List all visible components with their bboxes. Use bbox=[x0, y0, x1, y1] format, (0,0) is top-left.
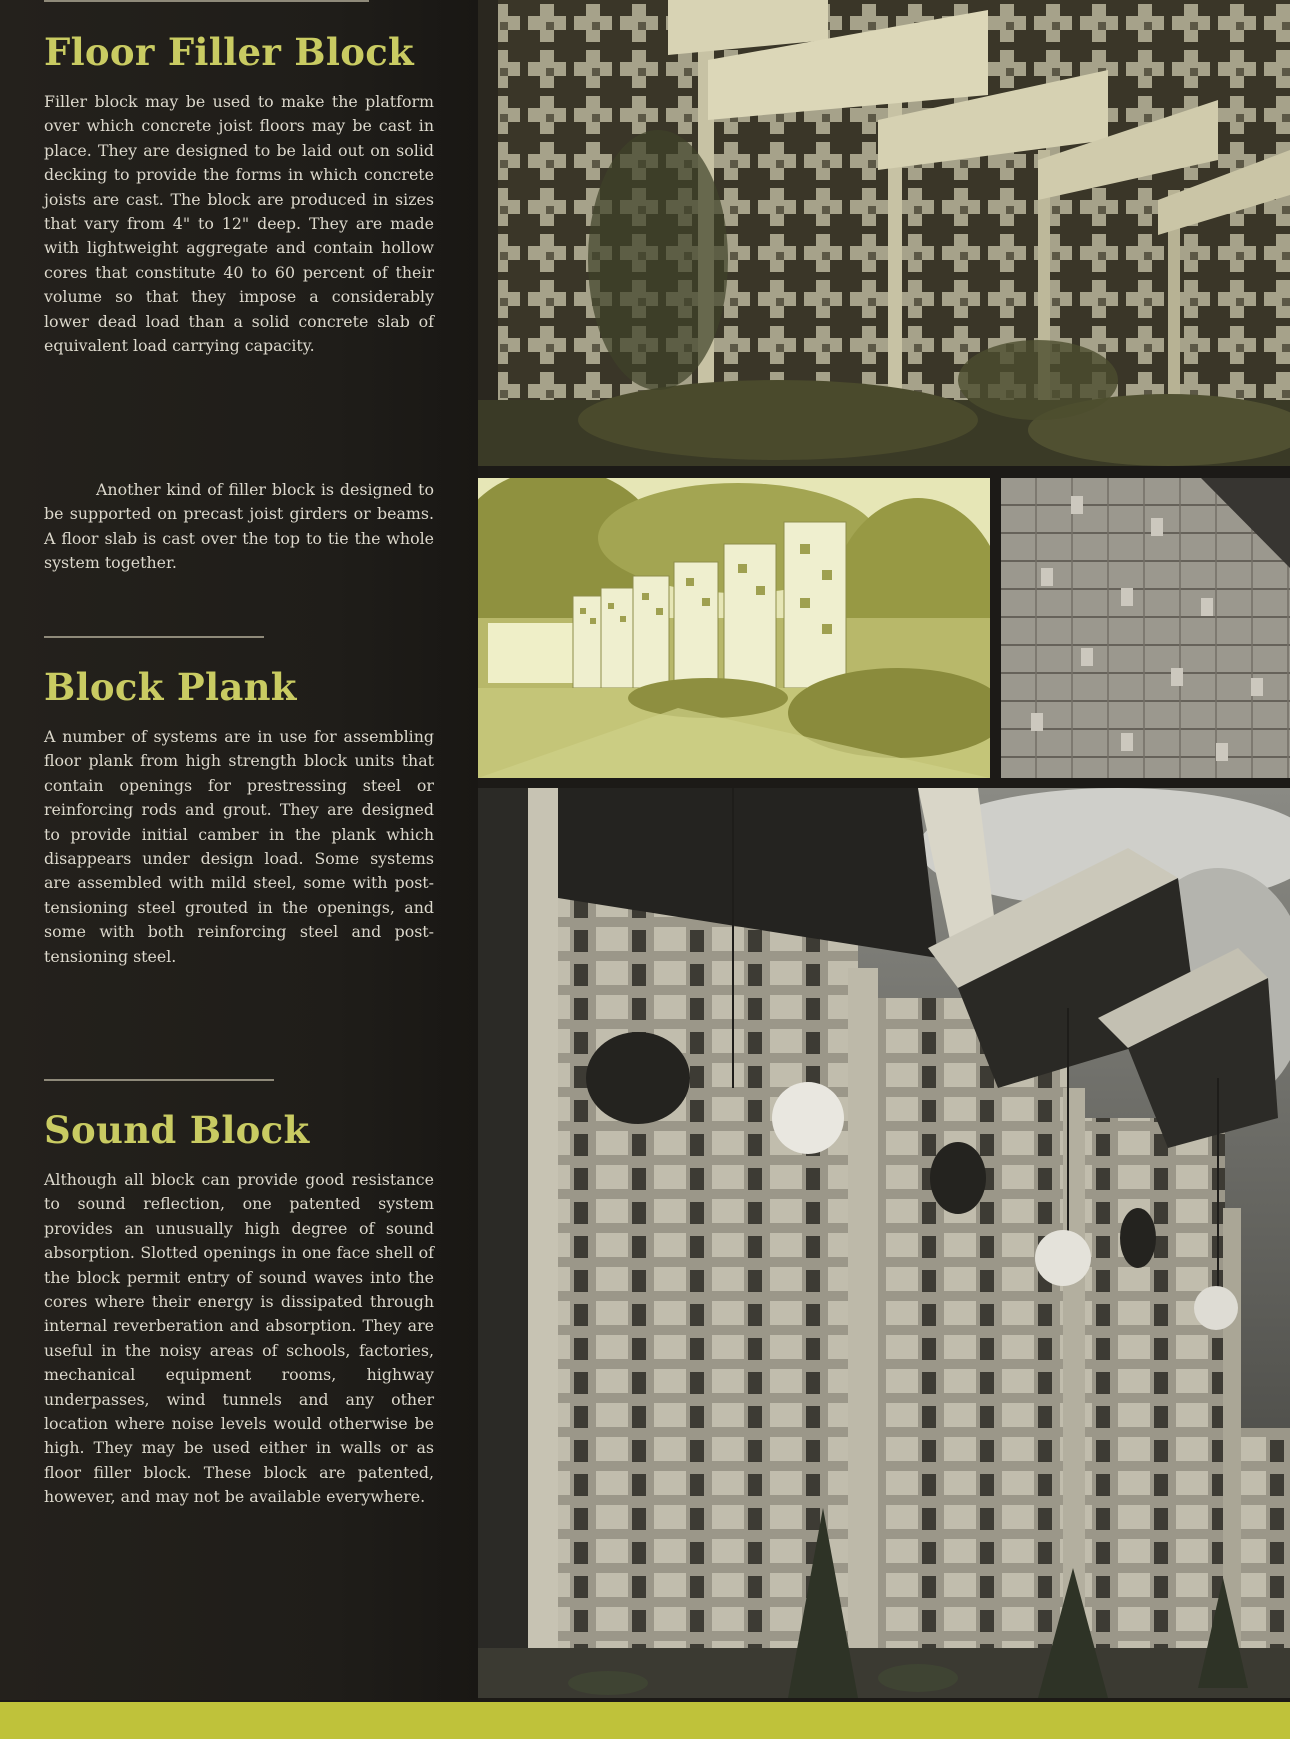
sound-block-paragraph: Although all block can provide good resistance to sound reflection, one patented system provides an unusually high degree of sound absorption. Slotted openings in one face shell of the block permit entry of sound waves into the cores where their energy is dissipated through internal reverberation and absorption. They are useful in the noisy areas of schools, factories, mechanical equipment rooms, highway underpasses, wind tunnels and any other location where noise levels would otherwise be high. They may be used either in walls or as floor filler block. These block are patented, however, and may not be available everywhere. bbox=[44, 1170, 434, 1507]
section-divider bbox=[44, 636, 264, 638]
floor-filler-paragraph-2: Another kind of filler block is designed to be supported on precast joist girders or beams. A floor slab is cast over the top to tie the whole system together. bbox=[44, 480, 434, 573]
section-divider bbox=[44, 0, 369, 2]
photo-grille-screen-wall bbox=[478, 0, 1290, 466]
section-heading-block-plank: Block Plank bbox=[44, 665, 297, 709]
photo-patterned-block-wall bbox=[1001, 478, 1290, 778]
accent-bar bbox=[0, 1702, 1290, 1739]
block-plank-paragraph: A number of systems are in use for assembling floor plank from high strength block units that contain openings for prestressing steel or reinforcing rods and grout. They are designed to provide initial camber in the plank which disappears under design load. Some systems are assembled with mild steel, some with post-tensioning steel grouted in the openings, and some with both reinforcing steel and post-tensioning steel. bbox=[44, 727, 434, 966]
text-column bbox=[0, 0, 478, 1700]
section-heading-floor-filler-block: Floor Filler Block bbox=[44, 30, 414, 74]
section-divider bbox=[44, 1079, 274, 1081]
photo-facade-with-globe-lamps bbox=[478, 788, 1290, 1698]
section-heading-sound-block: Sound Block bbox=[44, 1108, 310, 1152]
floor-filler-paragraph-1: Filler block may be used to make the platform over which concrete joist floors may be cast in place. They are designed to be laid out on solid decking to provide the forms in which concrete joists are cast. The block are produced in sizes that vary from 4" to 12" deep. They are made with lightweight aggregate and contain hollow cores that constitute 40 to 60 percent of their volume so that they impose a considerably lower dead load than a solid concrete slab of equivalent load carrying capacity. bbox=[44, 92, 434, 356]
column-building-illustration bbox=[478, 478, 990, 778]
facade-illustration bbox=[478, 788, 1290, 1698]
photo-block-column-building bbox=[478, 478, 990, 778]
patterned-wall-illustration bbox=[1001, 478, 1290, 778]
grille-wall-illustration bbox=[478, 0, 1290, 466]
